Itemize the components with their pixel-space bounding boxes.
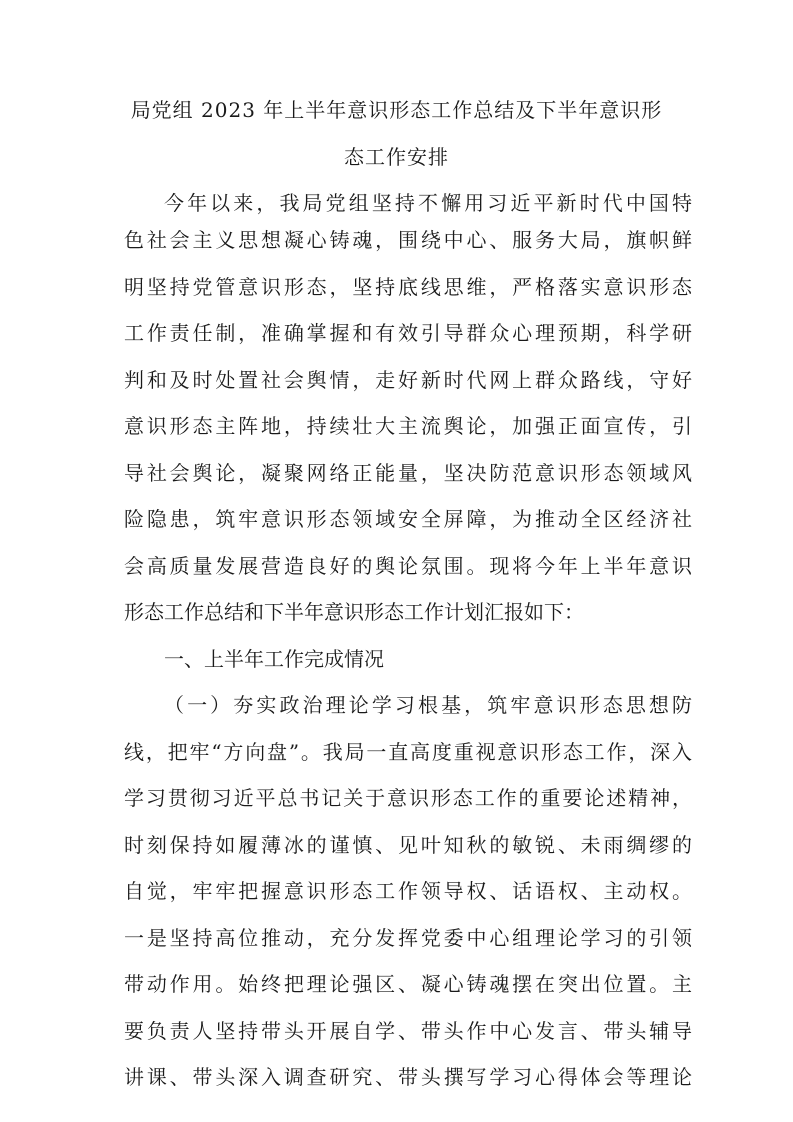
paragraph-1-line: 形态工作总结和下半年意识形态工作计划汇报如下： bbox=[124, 600, 584, 624]
paragraph-2-line: 线，把牢“方向盘”。我局一直高度重视意识形态工作，深入 bbox=[124, 740, 692, 764]
paragraph-1-line: 明坚持党管意识形态，坚持底线思维，严格落实意识形态 bbox=[124, 275, 692, 299]
paragraph-2-line: 要负责人坚持带头开展自学、带头作中心发言、带头辅导 bbox=[124, 1019, 692, 1043]
paragraph-2-line: 自觉，牢牢把握意识形态工作领导权、话语权、主动权。 bbox=[124, 879, 692, 903]
section-heading: 一、上半年工作完成情况 bbox=[164, 647, 384, 671]
paragraph-1-line: 今年以来，我局党组坚持不懈用习近平新时代中国特 bbox=[164, 191, 692, 215]
paragraph-2-line: 讲课、带头深入调查研究、带头撰写学习心得体会等理论 bbox=[124, 1065, 692, 1089]
paragraph-1-line: 导社会舆论，凝聚网络正能量，坚决防范意识形态领域风 bbox=[124, 461, 692, 485]
paragraph-2-line: 带动作用。始终把理论强区、凝心铸魂摆在突出位置。主 bbox=[124, 972, 692, 996]
paragraph-1-line: 会高质量发展营造良好的舆论氛围。现将今年上半年意识 bbox=[124, 554, 692, 578]
paragraph-1-line: 色社会主义思想凝心铸魂，围绕中心、服务大局，旗帜鲜 bbox=[124, 228, 692, 252]
paragraph-2-line: 学习贯彻习近平总书记关于意识形态工作的重要论述精神， bbox=[124, 786, 692, 810]
document-title-line-1: 局党组 2023 年上半年意识形态工作总结及下半年意识形 bbox=[130, 98, 663, 122]
paragraph-2-line: （一）夯实政治理论学习根基，筑牢意识形态思想防 bbox=[164, 693, 692, 717]
document-title-line-2: 态工作安排 bbox=[344, 145, 449, 169]
paragraph-1-line: 判和及时处置社会舆情，走好新时代网上群众路线，守好 bbox=[124, 368, 692, 392]
paragraph-1-line: 意识形态主阵地，持续壮大主流舆论，加强正面宣传，引 bbox=[124, 414, 692, 438]
paragraph-1-line: 险隐患，筑牢意识形态领域安全屏障，为推动全区经济社 bbox=[124, 507, 692, 531]
paragraph-1-line: 工作责任制，准确掌握和有效引导群众心理预期，科学研 bbox=[124, 321, 692, 345]
paragraph-2-line: 时刻保持如履薄冰的谨慎、见叶知秋的敏锐、未雨绸缪的 bbox=[124, 833, 692, 857]
paragraph-2-line: 一是坚持高位推动，充分发挥党委中心组理论学习的引领 bbox=[124, 926, 692, 950]
